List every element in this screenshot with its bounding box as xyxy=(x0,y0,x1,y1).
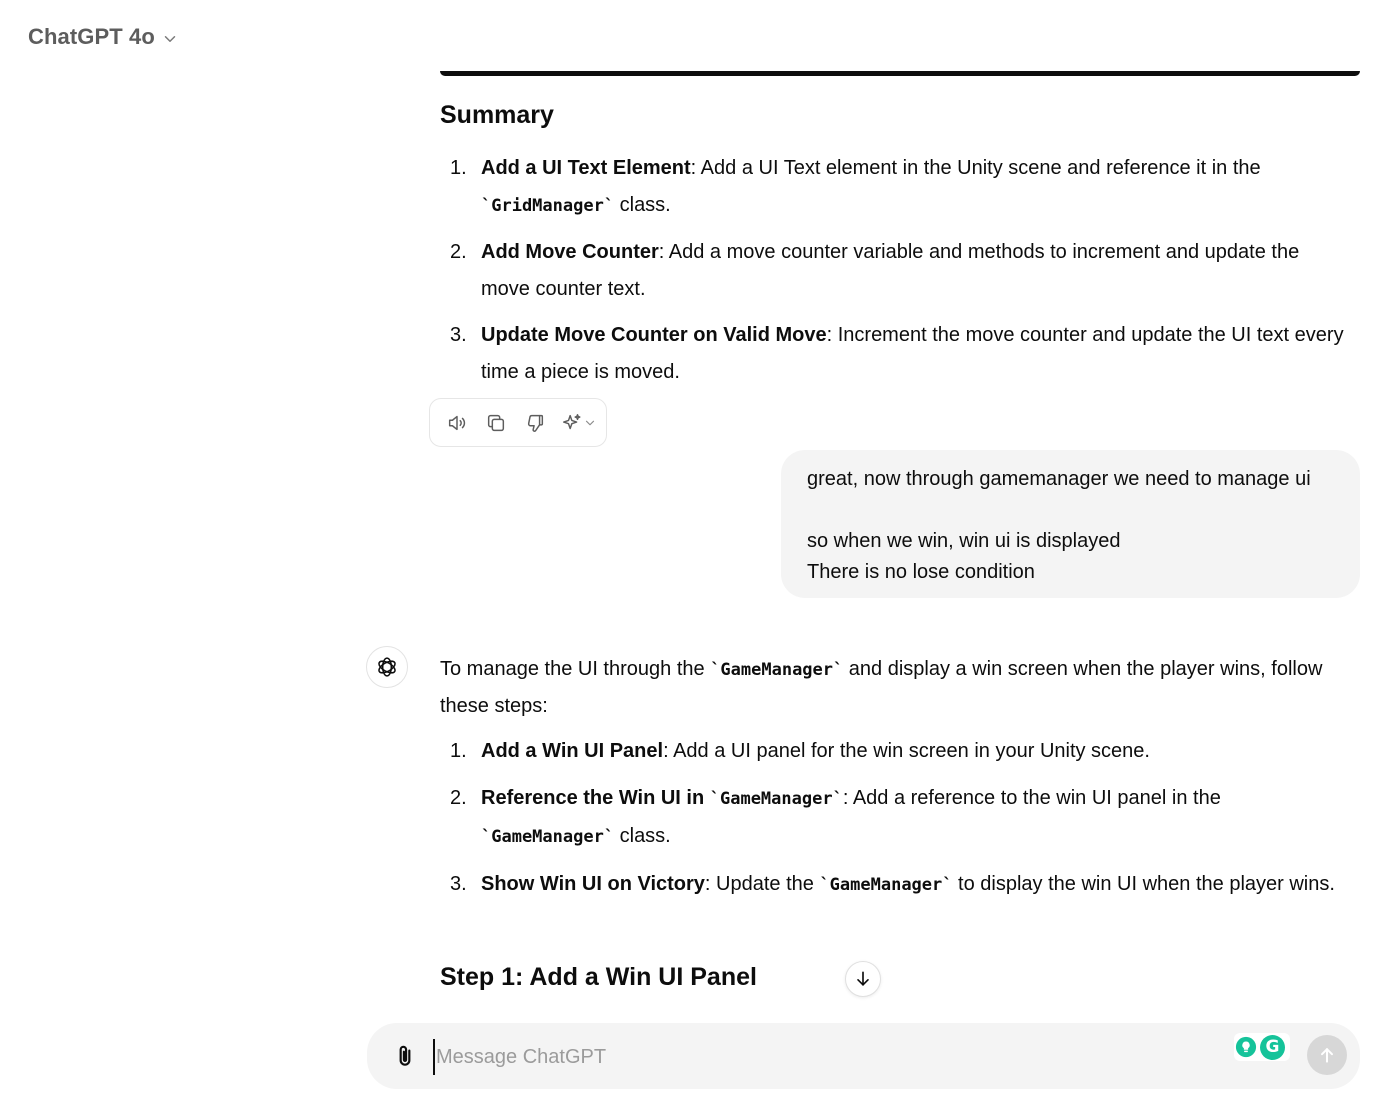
openai-logo-icon xyxy=(374,654,400,680)
summary-heading: Summary xyxy=(440,101,554,129)
list-number: 2. xyxy=(450,241,467,263)
extension-icons xyxy=(1234,1033,1290,1061)
copy-button[interactable] xyxy=(479,406,512,439)
chevron-down-icon xyxy=(161,30,179,48)
assistant-steps-list xyxy=(440,733,1350,904)
message-action-bar xyxy=(429,398,607,447)
list-item-title: Show Win UI on Victory xyxy=(481,873,705,895)
user-message-bubble xyxy=(781,450,1360,598)
list-item xyxy=(440,150,1350,225)
send-button[interactable] xyxy=(1307,1035,1347,1075)
list-number: 3. xyxy=(450,873,467,895)
list-item-title: Add a UI Text Element xyxy=(481,157,691,179)
code-block-bottom-edge xyxy=(440,71,1360,76)
user-message-line: great, now through gamemanager we need to manage ui xyxy=(807,468,1311,490)
list-item-text: to display the win UI when the player wins. xyxy=(952,873,1335,895)
list-item-text: : Add a UI panel for the win screen in your Unity scene. xyxy=(663,740,1150,762)
list-number: 3. xyxy=(450,324,467,346)
list-item-text: : Add a reference to the win UI panel in the xyxy=(842,787,1221,809)
inline-code: `GameManager` xyxy=(481,827,615,847)
scroll-to-bottom-button[interactable] xyxy=(845,961,881,997)
thumbs-down-icon xyxy=(524,412,546,434)
step1-heading: Step 1: Add a Win UI Panel xyxy=(440,963,757,991)
read-aloud-button[interactable] xyxy=(440,406,473,439)
message-input[interactable] xyxy=(433,1039,1218,1075)
intro-text: To manage the UI through the xyxy=(440,658,711,680)
inline-code: `GridManager` xyxy=(481,196,615,216)
user-message-line: so when we win, win ui is displayed xyxy=(807,530,1121,552)
list-item-title: Add Move Counter xyxy=(481,241,659,263)
model-name: ChatGPT 4o xyxy=(28,24,155,49)
inline-code: `GameManager` xyxy=(819,875,953,895)
message-composer xyxy=(367,1023,1360,1089)
list-item xyxy=(440,733,1350,770)
list-item-text: : Increment the move counter and update the UI text every time a piece is moved. xyxy=(481,324,1344,383)
grammarly-button[interactable]: G xyxy=(1260,1035,1285,1060)
bad-response-button[interactable] xyxy=(518,406,551,439)
copy-icon xyxy=(485,412,507,434)
list-item-text: class. xyxy=(614,194,671,216)
list-number: 1. xyxy=(450,740,467,762)
list-item-title: Add a Win UI Panel xyxy=(481,740,664,762)
intro-text: and display a win screen when the player wins, follow these steps: xyxy=(440,658,1323,717)
user-message-line: There is no lose condition xyxy=(807,561,1035,583)
arrow-down-icon xyxy=(853,969,873,989)
assistant-intro xyxy=(440,651,1345,724)
list-number: 2. xyxy=(450,787,467,809)
chevron-down-icon xyxy=(583,416,597,430)
assistant-avatar xyxy=(366,646,408,688)
list-item-title: Update Move Counter on Valid Move xyxy=(481,324,827,346)
list-item xyxy=(440,780,1350,856)
list-item xyxy=(440,234,1350,308)
speaker-icon xyxy=(446,412,468,434)
lightbulb-extension-button[interactable] xyxy=(1234,1035,1258,1059)
list-item-text: : Update the xyxy=(704,873,820,895)
regenerate-button[interactable] xyxy=(557,406,601,439)
list-number: 1. xyxy=(450,157,467,179)
paperclip-icon xyxy=(392,1043,418,1069)
sparkle-icon xyxy=(561,412,583,434)
inline-code: `GameManager` xyxy=(709,789,843,809)
list-item-text: class. xyxy=(614,825,671,847)
lightbulb-icon xyxy=(1235,1036,1257,1058)
summary-list xyxy=(440,150,1350,391)
list-item xyxy=(440,317,1350,391)
list-item-title: Reference the Win UI in xyxy=(481,787,710,809)
arrow-up-icon xyxy=(1317,1045,1337,1065)
list-item-text: : Add a UI Text element in the Unity scene and reference it in the xyxy=(690,157,1261,179)
model-selector[interactable] xyxy=(28,22,179,52)
attach-button[interactable] xyxy=(389,1040,421,1072)
list-item-text: : Add a move counter variable and methods to increment and update the move counter text. xyxy=(481,241,1300,300)
list-item xyxy=(440,866,1350,904)
inline-code: `GameManager` xyxy=(710,660,844,680)
